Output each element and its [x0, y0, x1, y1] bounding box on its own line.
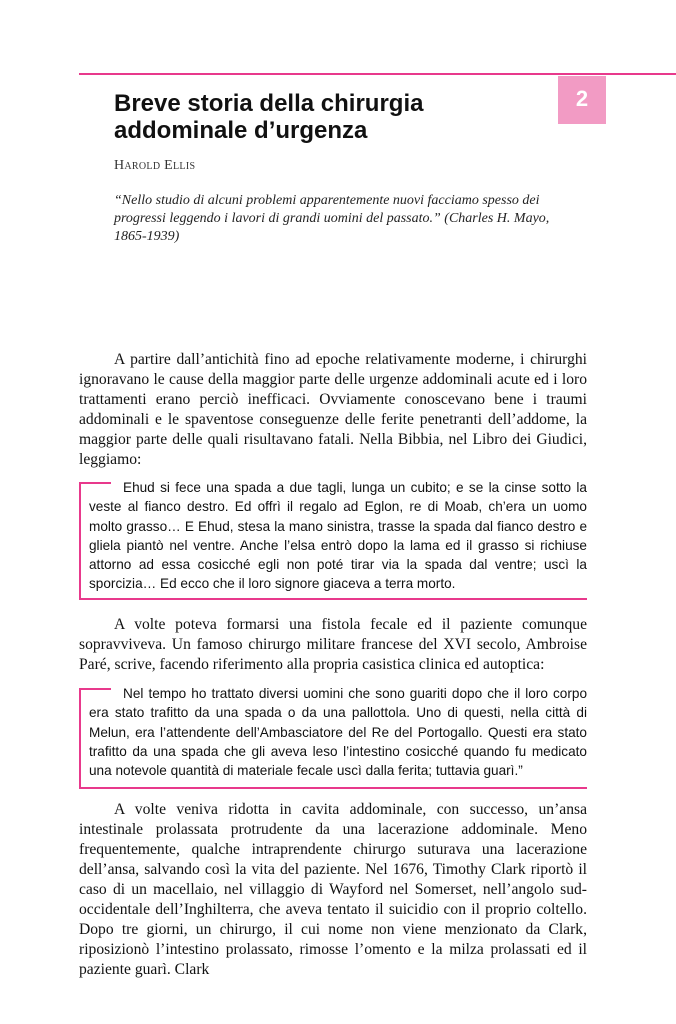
- block-quote-text: Ehud si fece una spada a due tagli, lunga un cubito; e se la cinse sotto la veste al fianco destro. Ed offrì il regalo ad Eglon, re di Moab, ch’era un uomo molto grasso… E Ehud, stesa la mano sinistra, trasse la spada dal fianco destro e gliela piantò nel ventre. Anche l’elsa entrò dopo la lama ed il grasso si richiuse attorno ad essa cosicché egli non poté tirar via la spada dal ventre; uscì la sporcizia… Ed ecco che il loro signore giaceva a terra morto.: [89, 480, 587, 592]
- epigraph: “Nello studio di alcuni problemi apparentemente nuovi facciamo spesso dei progressi leggendo i lavori di grandi uomini del passato.” (Charles H. Mayo, 1865-1939): [114, 193, 550, 244]
- chapter-author: Harold Ellis: [114, 158, 196, 173]
- header-rule: [79, 73, 676, 75]
- block-quote-bible: [79, 482, 587, 600]
- block-quote-pare: [79, 688, 587, 789]
- body-paragraph-1: A partire dall’antichità fino ad epoche relativamente moderne, i chirurghi ignoravano le cause della maggior parte delle urgenze addominali acute ed i loro trattamenti erano perciò inefficaci. Ovviamente conoscevano bene i traumi addominali e le spaventose conseguenze delle ferite penetranti dell’addome, la maggior parte delle quali risultavano fatali. Nella Bibbia, nel Libro dei Giudici, leggiamo:: [79, 351, 587, 468]
- block-quote-text: Nel tempo ho trattato diversi uomini che sono guariti dopo che il loro corpo era stato trafitto da una spada o da una pallottola. Uno di questi, nella città di Melun, era l’attendente dell’Ambasciatore del Re del Portogallo. Questi era stato trafitto da una spada che gli aveva leso l’intestino cosicché quando fu medicato una notevole quantità di materiale fecale uscì dalla ferita; tuttavia guarì.”: [89, 686, 587, 779]
- chapter-number: 2: [575, 86, 589, 111]
- chapter-title: Breve storia della chirurgia addominale d’urgenza: [114, 90, 424, 144]
- body-paragraph-2: A volte poteva formarsi una fistola fecale ed il paziente comunque sopravviveva. Un famoso chirurgo militare francese del XVI secolo, Ambroise Paré, scrive, facendo riferimento alla propria casistica clinica ed autoptica:: [79, 616, 587, 673]
- quote-top-rule: [81, 688, 111, 690]
- body-paragraph-3: A volte veniva ridotta in cavita addominale, con successo, un’ansa intestinale prolassata protrudente da una lacerazione addominale. Meno frequentemente, qualche intraprendente chirurgo suturava una lacerazione dell’ansa, salvando così la vita del paziente. Nel 1676, Timothy Clark riportò il caso di un macellaio, nel villaggio di Wayford nel Somerset, nell’angolo sud-occidentale dell’Inghilterra, che aveva tentato il suicidio con il proprio coltello. Dopo tre giorni, un chirurgo, il cui nome non viene menzionato da Clark, riposizionò l’intestino prolassato, rimosse l’omento e la milza prolassati ed il paziente guarì. Clark: [79, 801, 587, 978]
- chapter-number-badge: [558, 76, 606, 124]
- quote-top-rule: [81, 482, 111, 484]
